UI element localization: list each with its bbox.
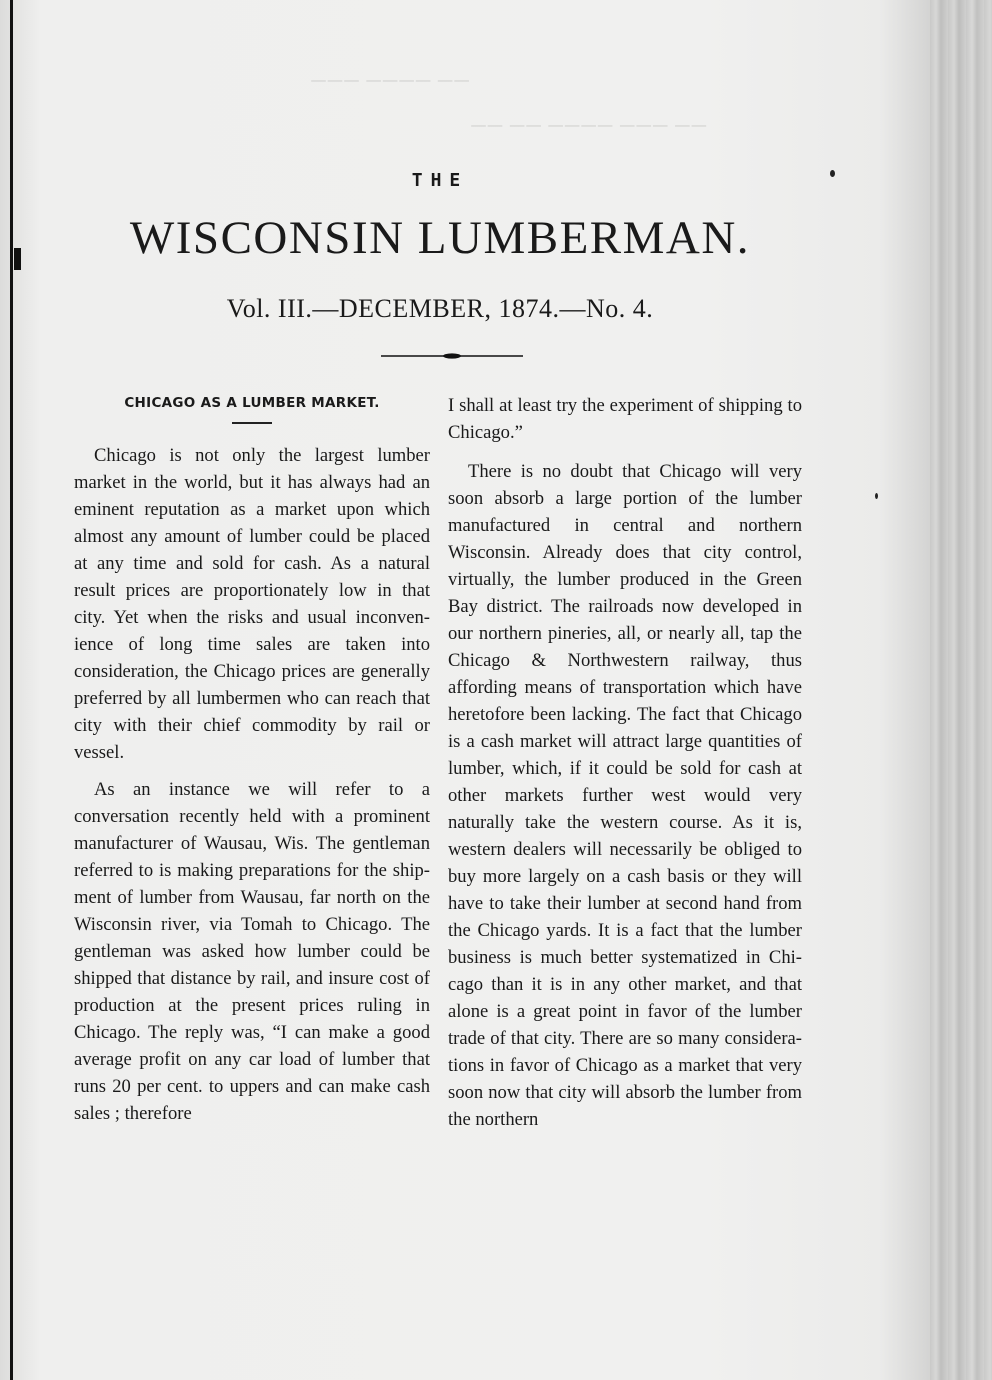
left-paragraph-2: As an instance we will refer to a conversation recently held with a prominent manufacturer of Wausau, Wis. The gentleman referred to is making preparations for the shipment of lumber from Wausau, far north on the Wisconsin river, via Tomah to Chicago. The gentleman was asked how lumber could be shipped that distance by rail, and insure cost of production at the present prices ruling in Chicago. The reply was, “I can make a good average profit on any car load of lumber that runs 20 per cent. to uppers and can make cash sales ; therefore [74, 779, 430, 1124]
masthead-pre-title: THE [411, 170, 469, 191]
page-gutter-shadow [930, 0, 992, 1380]
left-paragraph-1: Chicago is not only the largest lumber market in the world, but it has always had an eminent reputation as a market upon which almost any amount of lumber could be placed at any time and sold for cash. As a natural result prices are proportionately low in that city. Yet when the risks and usual inconvenience of long time sales are taken into consideration, the Chicago prices are generally preferred by all lumbermen who can reach that city with their chief commodity by rail or vessel. [74, 445, 430, 763]
masthead-title: WISCONSIN LUMBERMAN. [129, 212, 751, 264]
right-paragraph-2: There is no doubt that Chicago will very soon absorb a large portion of the lumber manufactured in central and northern Wisconsin. Already does that city control, virtually, the lumber produced in the Green Bay district. The railroads now developed in our northern pineries, all, or nearly all, tap the Chicago & Northwestern railway, thus affording means of transportation which have heretofore been lacking. The fact that Chicago is a cash market will attract large quantities of lumber, which, if it could be sold for cash at other markets further west would very naturally take the western course. As it is, western dealers will necessarily be obliged to buy more largely on a cash basis or they will have to take their lumber at second hand from the Chicago yards. It is a fact that the lumber business is much better systematized in Chicago than it is in any other market, and that alone is a great point in favor of the lumber trade of that city. There are so many considerations in favor of Chicago as a market that very soon now that city will absorb the lumber from the northern [448, 461, 802, 1130]
page-left-edge [10, 0, 13, 1380]
right-paragraph-1: I shall at least try the experiment of shipping to Chicago.” [448, 395, 802, 443]
heading-rule [232, 422, 272, 424]
article-heading: CHICAGO AS A LUMBER MARKET. [124, 395, 380, 411]
bleed-through-texture: —— ——— ———— —— —— [470, 115, 707, 134]
right-column [448, 392, 802, 1133]
ornamental-rule [381, 352, 523, 360]
ink-speck [875, 493, 878, 499]
issue-line: Vol. III.—DECEMBER, 1874.—No. 4. [226, 294, 654, 323]
left-column [74, 392, 430, 1127]
bleed-through-texture: ⁠⁠—— ———— ——— [310, 70, 470, 89]
